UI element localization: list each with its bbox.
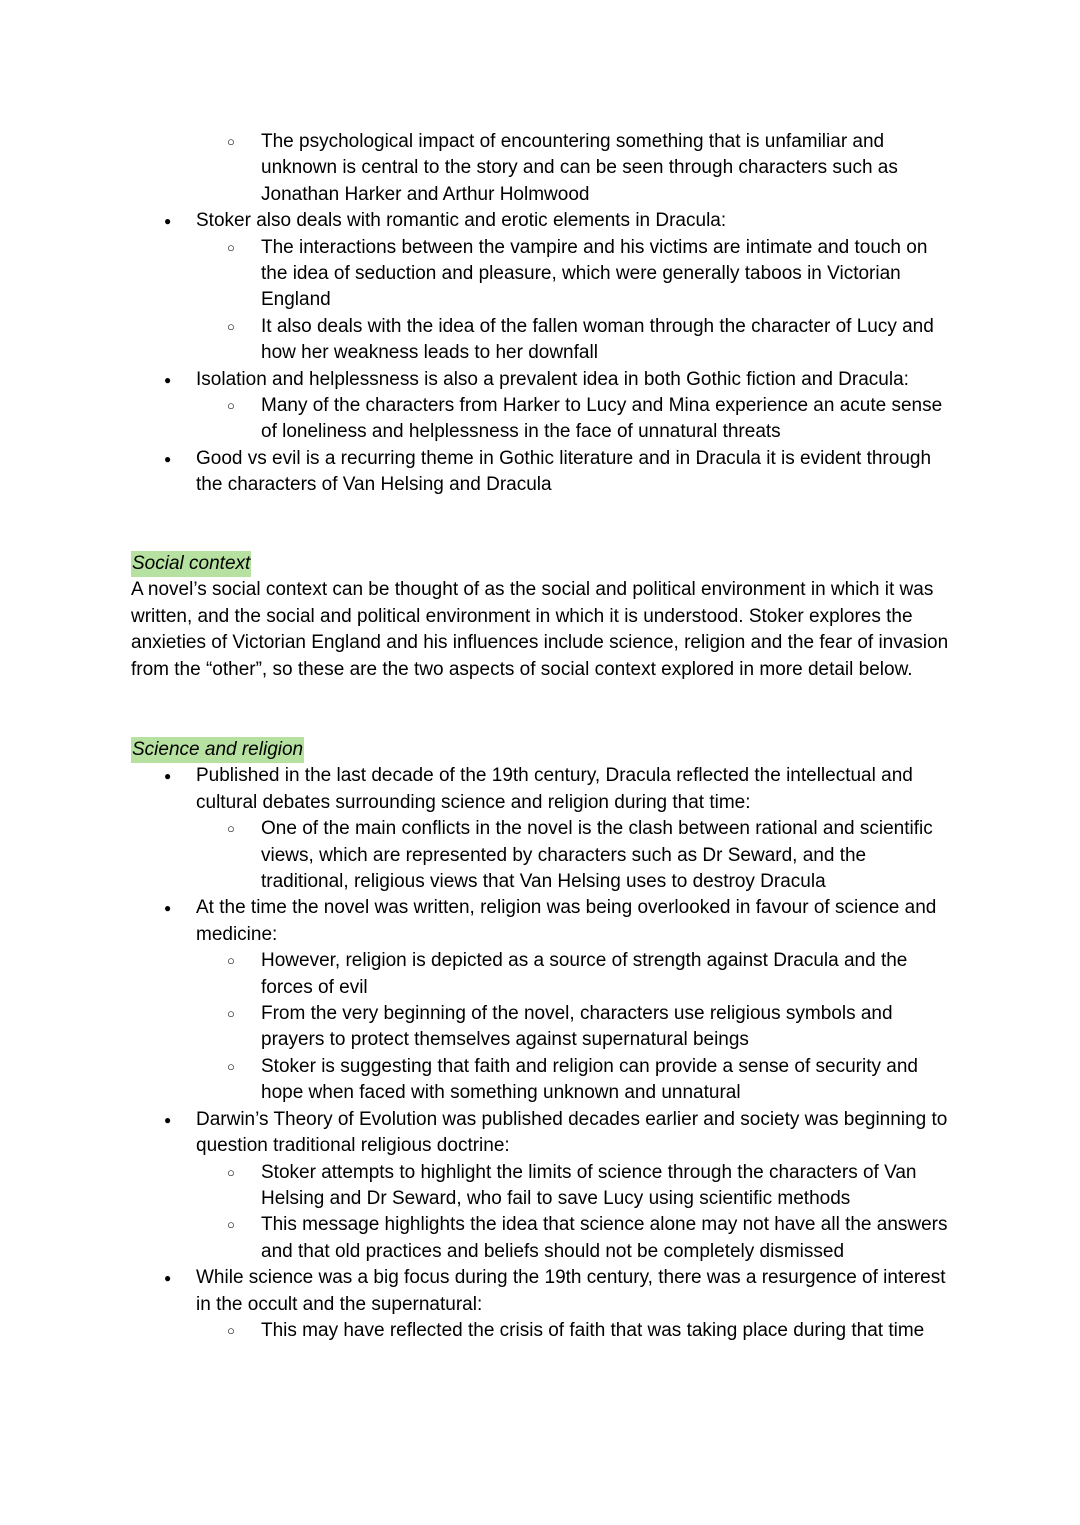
sub-bullet: ○ This message highlights the idea that science alone may not have all the answers and that old practices and beliefs should not be completely dismissed [131,1212,951,1265]
sub-bullet: ○ The psychological impact of encountering something that is unfamiliar and unknown is central to the story and can be seen through characters such as Jonathan Harker and Arthur Holmwood [131,129,951,208]
bullet-item: ● While science was a big focus during the 19th century, there was a resurgence of interest in the occult and the supernatural: [131,1265,951,1318]
gothic-themes-list [131,129,951,499]
sub-bullet: ○ One of the main conflicts in the novel is the clash between rational and scientific views, which are represented by characters such as Dr Seward, and the traditional, religious views that Van Helsing uses to destroy Dracula [131,816,951,895]
bullet-item: ● Good vs evil is a recurring theme in Gothic literature and in Dracula it is evident through the characters of Van Helsing and Dracula [131,446,951,499]
sub-bullet: ○ Stoker attempts to highlight the limits of science through the characters of Van Helsing and Dr Seward, who fail to save Lucy using scientific methods [131,1160,951,1213]
sub-bullet: ○ However, religion is depicted as a source of strength against Dracula and the forces of evil [131,948,951,1001]
bullet-item: ● At the time the novel was written, religion was being overlooked in favour of science and medicine: [131,895,951,948]
sub-bullet: ○ The interactions between the vampire and his victims are intimate and touch on the idea of seduction and pleasure, which were generally taboos in Victorian England [131,235,951,314]
section-heading: Social context [131,551,251,577]
sub-bullet: ○ Many of the characters from Harker to Lucy and Mina experience an acute sense of loneliness and helplessness in the face of unnatural threats [131,393,951,446]
bullet-item: ● Stoker also deals with romantic and erotic elements in Dracula: [131,208,951,234]
section-paragraph: A novel’s social context can be thought of as the social and political environment in which it was written, and the social and political environment in which it is understood. Stoker explores the anxieties of Victorian England and his influences include science, religion and the fear of invasion from the “other”, so these are the two aspects of social context explored in more detail below. [131,579,949,680]
section-heading: Science and religion [131,737,304,763]
sub-bullet: ○ This may have reflected the crisis of faith that was taking place during that time [131,1318,951,1344]
sub-bullet: ○ It also deals with the idea of the fallen woman through the character of Lucy and how her weakness leads to her downfall [131,314,951,367]
social-context-section [131,551,951,683]
bullet-item: ● Darwin’s Theory of Evolution was published decades earlier and society was beginning to question traditional religious doctrine: [131,1107,951,1160]
science-religion-section [131,737,951,1344]
sub-bullet: ○ Stoker is suggesting that faith and religion can provide a sense of security and hope when faced with something unknown and unnatural [131,1054,951,1107]
bullet-item: ● Isolation and helplessness is also a prevalent idea in both Gothic fiction and Dracula: [131,367,951,393]
bullet-item: ● Published in the last decade of the 19th century, Dracula reflected the intellectual and cultural debates surrounding science and religion during that time: [131,763,951,816]
sub-bullet: ○ From the very beginning of the novel, characters use religious symbols and prayers to protect themselves against supernatural beings [131,1001,951,1054]
